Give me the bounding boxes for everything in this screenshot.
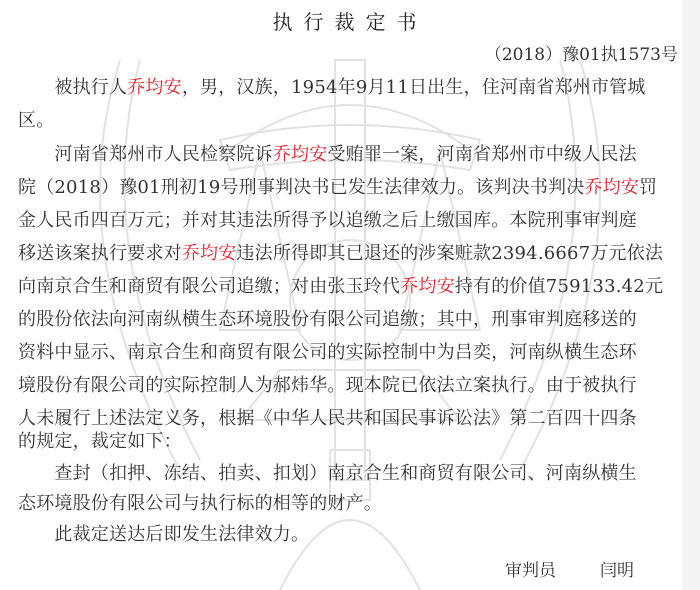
paragraph-line <box>18 341 637 365</box>
paragraph-line <box>18 374 637 398</box>
highlighted-name: 乔均安 <box>127 77 182 98</box>
text-segment: 查封（扣押、冻结、拍卖、扣划）南京合生和商贸有限公司、河南纵横生 <box>18 463 637 484</box>
text-segment: 违法所得即其已退还的涉案赃款2394.6667万元依法 <box>236 243 664 264</box>
paragraph-line <box>18 76 646 100</box>
page-edge <box>682 0 700 590</box>
highlighted-name: 乔均安 <box>272 144 328 165</box>
text-segment: 院（2018）豫01刑初19号刑事判决书已发生法律效力。该判决书判决 <box>18 177 585 198</box>
highlighted-name: 乔均安 <box>400 276 455 297</box>
text-segment: 移送该案执行要求对 <box>18 243 182 264</box>
text-segment: 资料中显示、南京合生和商贸有限公司的实际控制中为吕奕，河南纵横生态环 <box>18 342 637 363</box>
document-title: 执行裁定书 <box>272 10 428 34</box>
text-segment: 的股份依法向河南纵横生态环境股份有限公司追缴；其中，刑事审判庭移送的 <box>18 309 637 330</box>
text-segment: 境股份有限公司的实际控制人为郝炜华。现本院已依法立案执行。由于被执行 <box>18 375 637 396</box>
text-segment: 罚 <box>639 177 658 198</box>
highlighted-name: 乔均安 <box>584 177 640 198</box>
text-segment: 人未履行上述法定义务，根据《中华人民共和国民事诉讼法》第二百四十四条 <box>18 408 637 429</box>
paragraph-line <box>18 523 309 547</box>
text-segment: 持有的价值759133.42元 <box>454 276 664 297</box>
paragraph-line <box>18 492 382 516</box>
paragraph-line <box>18 308 637 332</box>
text-segment: 此裁定送达后即发生法律效力。 <box>18 524 310 545</box>
paragraph-line <box>18 242 663 266</box>
text-segment: 受贿罪一案，河南省郑州市中级人民法 <box>327 144 637 165</box>
text-segment: 的规定，裁定如下： <box>18 431 182 452</box>
text-segment: 被执行人 <box>18 77 128 98</box>
case-number: （2018）豫01执1573号 <box>484 45 678 65</box>
text-segment: ，男，汉族，1954年9月11日出生，住河南省郑州市管城 <box>181 77 646 98</box>
signature-name: 闫明 <box>600 561 634 581</box>
signature-role: 审判员 <box>505 561 556 581</box>
paragraph-line <box>18 275 663 299</box>
paragraph-line <box>18 209 637 233</box>
text-segment: 态环境股份有限公司与执行标的相等的财产。 <box>18 493 382 514</box>
paragraph-line <box>18 176 657 200</box>
text-segment: 区。 <box>18 110 55 131</box>
text-segment: 向南京合生和商贸有限公司追缴；对由张玉玲代 <box>18 276 401 297</box>
paragraph-line <box>18 462 637 486</box>
paragraph-line <box>18 143 637 167</box>
paragraph-line <box>18 430 182 454</box>
text-segment: 河南省郑州市人民检察院诉 <box>18 144 273 165</box>
text-segment: 金人民币四百万元；并对其违法所得予以追缴之后上缴国库。本院刑事审判庭 <box>18 210 637 231</box>
paragraph-line <box>18 407 637 431</box>
paragraph-line <box>18 109 54 133</box>
highlighted-name: 乔均安 <box>181 243 237 264</box>
